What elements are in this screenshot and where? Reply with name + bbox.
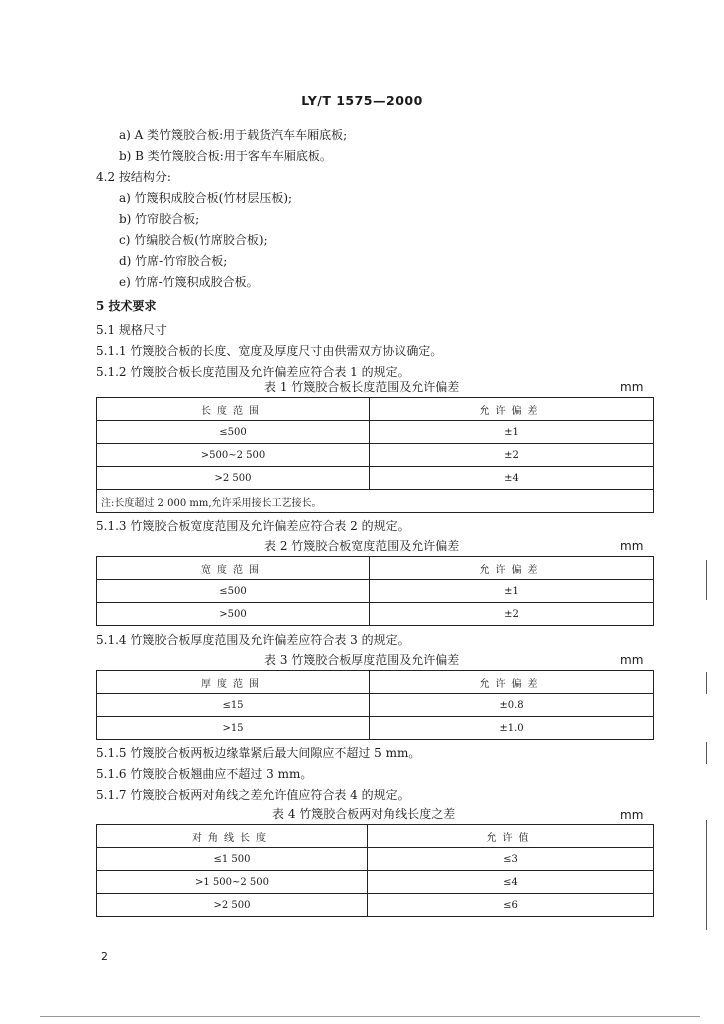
text-line: 5.1.2 竹篾胶合板长度范围及允许偏差应符合表 1 的规定。 [96,365,410,379]
table-cell: ±2 [370,603,654,626]
scan-edge-mark [706,820,707,930]
table-cell: >2 500 [97,894,368,917]
table-cell: ≤500 [97,580,370,603]
table4-unit: mm [620,808,644,822]
table1 [96,397,654,513]
table-header: 允许偏差 [370,557,654,580]
table-cell: >500~2 500 [97,444,370,467]
scan-edge-mark [706,560,707,600]
text-line: 5.1.4 竹篾胶合板厚度范围及允许偏差应符合表 3 的规定。 [96,633,410,647]
table1-unit: mm [620,380,644,394]
table2 [96,556,654,626]
table3-caption: 表 3 竹篾胶合板厚度范围及允许偏差 [264,653,460,667]
scan-edge-mark [706,672,707,694]
table-header: 厚度范围 [97,671,370,694]
text-line: b) 竹帘胶合板; [119,212,200,226]
table4-caption: 表 4 竹篾胶合板两对角线长度之差 [272,807,456,821]
section-heading: 5 技术要求 [96,299,157,313]
table-cell: ≤1 500 [97,848,368,871]
table-header: 宽度范围 [97,557,370,580]
table-cell: ±2 [370,444,654,467]
text-line: a) A 类竹篾胶合板:用于载货汽车车厢底板; [119,128,348,142]
text-line: e) 竹席-竹篾积成胶合板。 [119,275,259,289]
table-cell: >2 500 [97,467,370,490]
table-cell: ≤500 [97,421,370,444]
table-header: 允许偏差 [370,671,654,694]
table-cell: >500 [97,603,370,626]
standard-header: LY/T 1575—2000 [301,93,423,108]
table-cell: ≤15 [97,694,370,717]
table2-caption: 表 2 竹篾胶合板宽度范围及允许偏差 [264,539,460,553]
table3-unit: mm [620,653,644,667]
table2-unit: mm [620,539,644,553]
subsection-heading: 5.1 规格尺寸 [96,323,167,337]
table-cell: ±4 [370,467,654,490]
table-header: 对角线长度 [97,825,368,848]
text-line: b) B 类竹篾胶合板:用于客车车厢底板。 [119,149,332,163]
page-number: 2 [101,950,108,963]
table-header: 允许偏差 [370,398,654,421]
text-line: 5.1.5 竹篾胶合板两板边缘靠紧后最大间隙应不超过 5 mm。 [96,746,421,760]
table-note: 注:长度超过 2 000 mm,允许采用接长工艺接长。 [97,490,654,513]
table-header: 长度范围 [97,398,370,421]
scan-bottom-edge [40,1016,700,1017]
text-line: d) 竹席-竹帘胶合板; [119,254,228,268]
table-cell: ±1.0 [370,717,654,740]
text-line: 5.1.6 竹篾胶合板翘曲应不超过 3 mm。 [96,767,313,781]
table-cell: >15 [97,717,370,740]
text-line: 5.1.1 竹篾胶合板的长度、宽度及厚度尺寸由供需双方协议确定。 [96,344,443,358]
table-cell: >1 500~2 500 [97,871,368,894]
text-line: 4.2 按结构分: [96,170,171,184]
text-line: 5.1.7 竹篾胶合板两对角线之差允许值应符合表 4 的规定。 [96,788,410,802]
table-cell: ≤6 [368,894,654,917]
text-line: c) 竹编胶合板(竹席胶合板); [119,233,268,247]
table-header: 允许值 [368,825,654,848]
text-line: a) 竹篾积成胶合板(竹材层压板); [119,191,293,205]
table-cell: ±1 [370,421,654,444]
table-cell: ≤4 [368,871,654,894]
table1-caption: 表 1 竹篾胶合板长度范围及允许偏差 [264,380,460,394]
table-cell: ≤3 [368,848,654,871]
table-cell: ±0.8 [370,694,654,717]
text-line: 5.1.3 竹篾胶合板宽度范围及允许偏差应符合表 2 的规定。 [96,519,410,533]
table4 [96,824,654,917]
scan-edge-mark [706,742,707,764]
table3 [96,670,654,740]
table-cell: ±1 [370,580,654,603]
